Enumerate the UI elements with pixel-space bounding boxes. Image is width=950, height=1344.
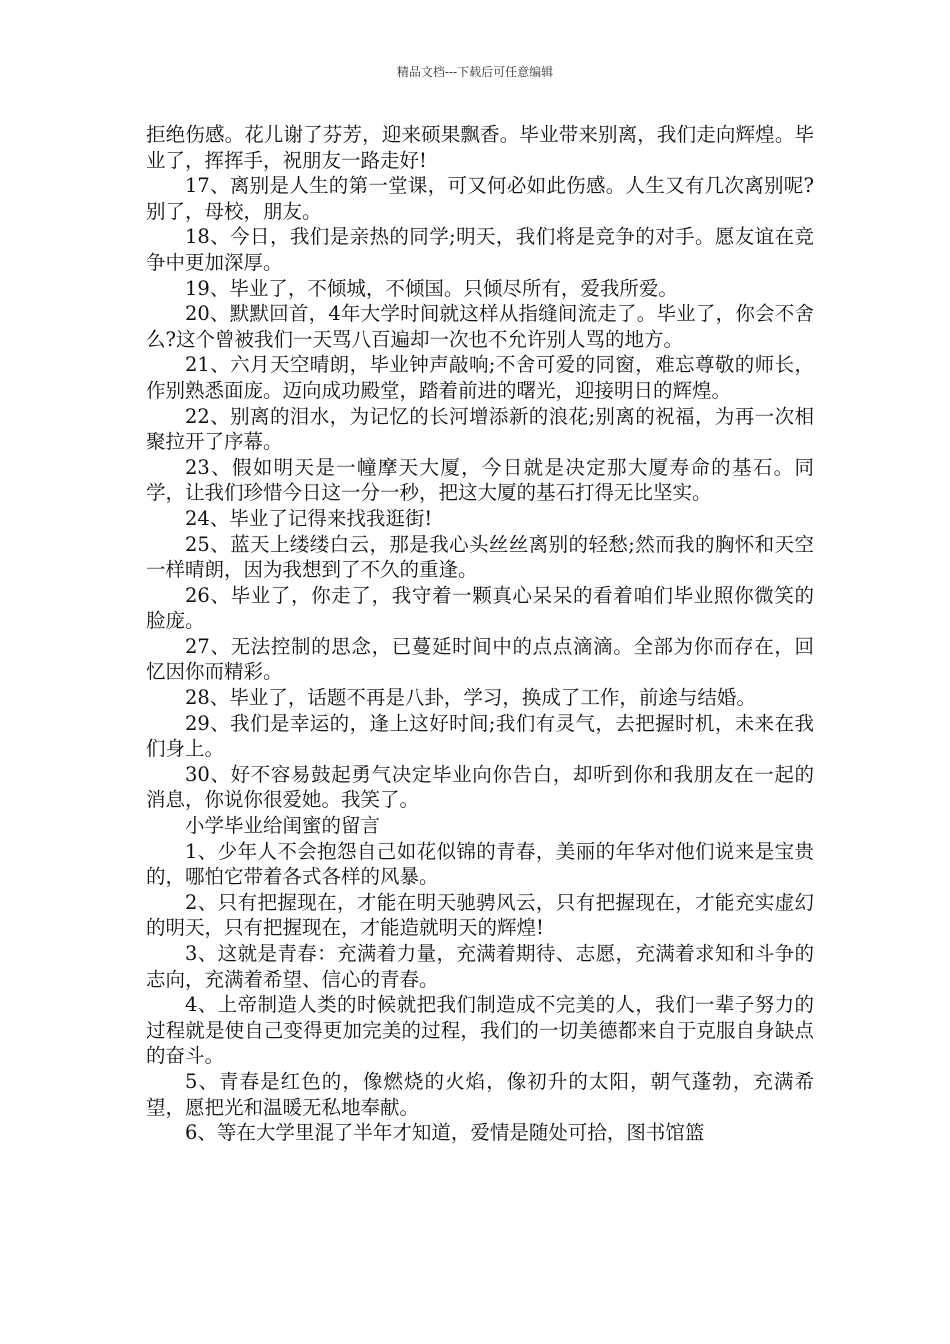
paragraph: 30、好不容易鼓起勇气决定毕业向你告白，却听到你和我朋友在一起的消息，你说你很爱她。我笑了。 <box>146 762 814 812</box>
paragraph: 1、少年人不会抱怨自己如花似锦的青春，美丽的年华对他们说来是宝贵的，哪怕它带着各式各样的风暴。 <box>146 839 814 889</box>
paragraph: 4、上帝制造人类的时候就把我们制造成不完美的人，我们一辈子努力的过程就是使自己变得更加完美的过程，我们的一切美德都来自于克服自身缺点的奋斗。 <box>146 993 814 1068</box>
paragraph: 19、毕业了，不倾城，不倾国。只倾尽所有，爱我所爱。 <box>185 276 678 300</box>
paragraph: 5、青春是红色的，像燃烧的火焰，像初升的太阳，朝气蓬勃，充满希望，愿把光和温暖无私地奉献。 <box>146 1069 814 1119</box>
section-heading: 小学毕业给闺蜜的留言 <box>185 814 381 838</box>
paragraph: 20、默默回首，4年大学时间就这样从指缝间流走了。毕业了，你会不舍么?这个曾被我们一天骂八百遍却一次也不允许别人骂的地方。 <box>146 302 814 351</box>
paragraph: 18、今日，我们是亲热的同学;明天，我们将是竞争的对手。愿友谊在竞争中更加深厚。 <box>146 225 814 274</box>
page-header: 精品文档---下载后可任意编辑 <box>396 65 554 79</box>
paragraph: 26、毕业了，你走了，我守着一颗真心呆呆的看着咱们毕业照你微笑的脸庞。 <box>146 583 814 633</box>
paragraph: 17、离别是人生的第一堂课，可又何必如此伤感。人生又有几次离别呢?别了，母校，朋友。 <box>146 174 814 223</box>
paragraph: 22、别离的泪水，为记忆的长河增添新的浪花;别离的祝福，为再一次相聚拉开了序幕。 <box>146 404 814 454</box>
paragraph: 21、六月天空晴朗，毕业钟声敲响;不舍可爱的同窗，难忘尊敬的师长，作别熟悉面庞。迈向成功殿堂，踏着前进的曙光，迎接明日的辉煌。 <box>146 353 814 402</box>
document-body <box>146 122 814 1146</box>
paragraph: 27、无法控制的思念，已蔓延时间中的点点滴滴。全部为你而存在，回忆因你而精彩。 <box>146 634 814 684</box>
paragraph: 6、等在大学里混了半年才知道，爱情是随处可拾，图书馆篮 <box>185 1121 705 1145</box>
paragraph: 23、假如明天是一幢摩天大厦，今日就是决定那大厦寿命的基石。同学，让我们珍惜今日这一分一秒，把这大厦的基石打得无比坚实。 <box>146 455 814 505</box>
paragraph: 2、只有把握现在，才能在明天驰骋风云，只有把握现在，才能充实虚幻的明天，只有把握现在，才能造就明天的辉煌! <box>146 890 814 940</box>
paragraph: 拒绝伤感。花儿谢了芬芳，迎来硕果飘香。毕业带来别离，我们走向辉煌。毕业了，挥挥手，祝朋友一路走好! <box>146 123 814 172</box>
paragraph: 29、我们是幸运的，逢上这好时间;我们有灵气，去把握时机，未来在我们身上。 <box>146 711 814 761</box>
paragraph: 25、蓝天上缕缕白云，那是我心头丝丝离别的轻愁;然而我的胸怀和天空一样晴朗，因为我想到了不久的重逢。 <box>146 532 814 582</box>
paragraph: 28、毕业了，话题不再是八卦，学习，换成了工作，前途与结婚。 <box>185 686 756 710</box>
paragraph: 3、这就是青春：充满着力量，充满着期待、志愿，充满着求知和斗争的志向，充满着希望、信心的青春。 <box>146 942 814 991</box>
paragraph: 24、毕业了记得来找我逛街! <box>185 506 433 530</box>
